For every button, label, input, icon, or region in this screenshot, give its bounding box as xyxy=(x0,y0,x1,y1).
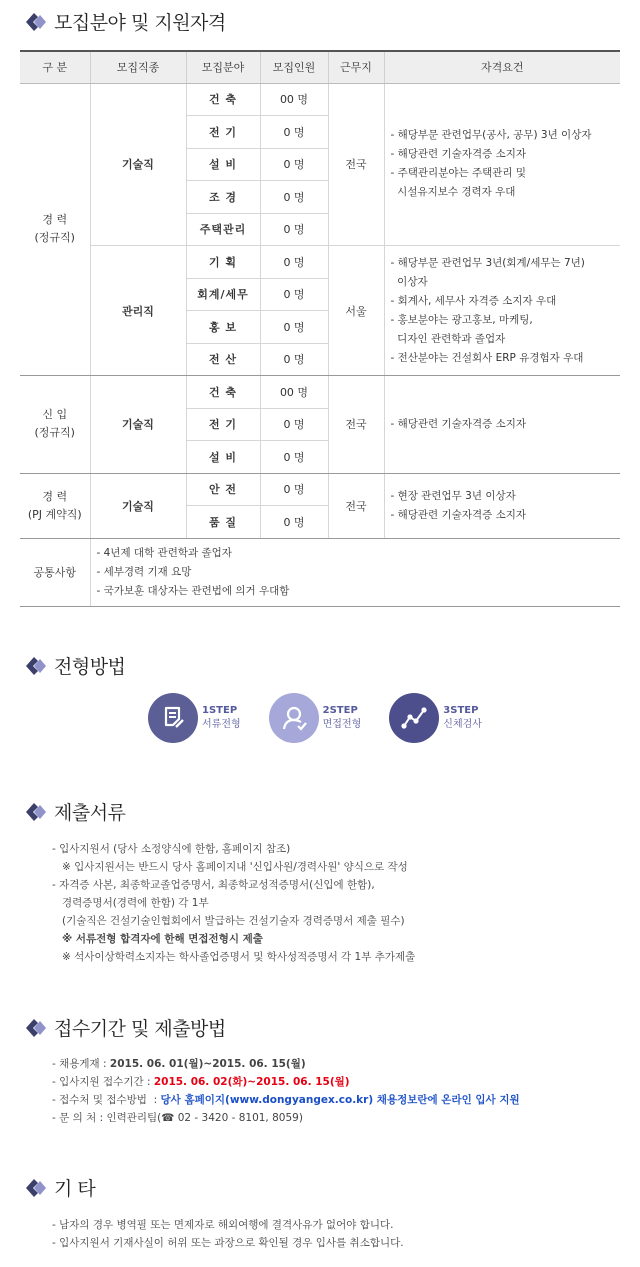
homepage-link[interactable]: www.dongyangex.co.kr xyxy=(229,1094,369,1106)
apply-label: - 입사지원 접수기간 : xyxy=(52,1076,154,1088)
qual-line: - 해당부문 관련업무(공사, 공무) 3년 이상자 xyxy=(390,129,592,142)
table-row xyxy=(20,473,620,506)
count-cell: 0 명 xyxy=(260,311,328,344)
count-cell: 00 명 xyxy=(260,376,328,409)
location-cell: 전국 xyxy=(328,376,384,474)
diamond-bullet-icon xyxy=(24,1016,48,1040)
field-cell: 전 기 xyxy=(186,116,260,149)
documents-list xyxy=(52,840,415,966)
document-line: ※ 입사지원서는 반드시 당사 홈페이지내 '신입사원/경력사원' 양식으로 작성 xyxy=(62,861,408,873)
field-cell: 조 경 xyxy=(186,181,260,214)
job-cell: 기술직 xyxy=(90,376,186,474)
section-title-text: 모집분야 및 지원자격 xyxy=(54,12,226,34)
field-cell: 품 질 xyxy=(186,506,260,539)
common-item: - 세부경력 기재 요망 xyxy=(96,565,192,578)
count-cell: 0 명 xyxy=(260,246,328,279)
step-3-circle xyxy=(389,693,439,743)
step-3 xyxy=(389,693,482,743)
diamond-bullet-icon xyxy=(24,654,48,678)
count-cell: 0 명 xyxy=(260,181,328,214)
step-1-circle xyxy=(148,693,198,743)
field-cell: 설 비 xyxy=(186,441,260,474)
category-sub: (PJ 계약직) xyxy=(27,507,82,521)
section-title-text: 제출서류 xyxy=(54,802,126,824)
count-cell: 00 명 xyxy=(260,83,328,116)
count-cell: 0 명 xyxy=(260,213,328,246)
qual-line: 시설유지보수 경력자 우대 xyxy=(390,186,516,199)
step-number: 2STEP xyxy=(322,705,358,716)
posting-value: 2015. 06. 01(월)~2015. 06. 15(월) xyxy=(109,1058,306,1070)
category-label: 신 입 xyxy=(42,408,68,422)
contact-value: 02 - 3420 - 8101, 8059) xyxy=(174,1112,303,1124)
method-value-pre: 당사 홈페이지( xyxy=(160,1094,230,1106)
etc-list xyxy=(52,1216,404,1252)
job-cell: 관리직 xyxy=(90,246,186,376)
document-icon xyxy=(160,705,186,731)
category-sub: (정규직) xyxy=(34,231,75,245)
field-cell: 건 축 xyxy=(186,83,260,116)
field-cell: 주택관리 xyxy=(186,213,260,246)
step-name: 서류전형 xyxy=(202,719,241,730)
apply-row xyxy=(52,1073,520,1091)
table-row xyxy=(20,246,620,279)
phone-icon: ☎ xyxy=(161,1112,175,1124)
method-value-post: ) 채용정보란에 온라인 입사 지원 xyxy=(368,1094,520,1106)
step-name: 신체검사 xyxy=(443,719,482,730)
method-label: - 접수처 및 접수방법 : xyxy=(52,1094,161,1106)
common-items xyxy=(90,538,620,606)
step-1-text xyxy=(202,704,241,732)
common-label: 공통사항 xyxy=(20,538,90,606)
section-title-text: 전형방법 xyxy=(54,656,126,678)
count-cell: 0 명 xyxy=(260,408,328,441)
count-cell: 0 명 xyxy=(260,278,328,311)
qual-line: - 홍보분야는 광고홍보, 마케팅, xyxy=(390,313,533,326)
header-location: 근무지 xyxy=(328,51,384,83)
header-quals: 자격요건 xyxy=(384,51,620,83)
etc-line: - 남자의 경우 병역필 또는 면제자로 해외여행에 결격사유가 없어야 합니다. xyxy=(52,1219,394,1231)
location-cell: 전국 xyxy=(328,473,384,538)
header-count: 모집인원 xyxy=(260,51,328,83)
header-job: 모집직종 xyxy=(90,51,186,83)
section-title-text: 접수기간 및 제출방법 xyxy=(54,1018,226,1040)
step-name: 면접전형 xyxy=(322,719,362,730)
step-3-text xyxy=(443,704,482,732)
step-number: 3STEP xyxy=(443,705,479,716)
qual-line: - 전산분야는 건설회사 ERP 유경험자 우대 xyxy=(390,351,584,364)
count-cell: 0 명 xyxy=(260,343,328,376)
posting-label: - 채용게재 : xyxy=(52,1058,110,1070)
field-cell: 기 획 xyxy=(186,246,260,279)
step-2 xyxy=(269,693,362,743)
field-cell: 설 비 xyxy=(186,148,260,181)
step-2-text xyxy=(323,704,362,732)
field-cell: 홍 보 xyxy=(186,311,260,344)
document-line: ※ 서류전형 합격자에 한해 면접전형시 제출 xyxy=(62,933,263,945)
common-item: - 국가보훈 대상자는 관련법에 의거 우대함 xyxy=(96,584,290,597)
section-title-documents xyxy=(24,798,125,825)
field-cell: 안 전 xyxy=(186,473,260,506)
table-header-row xyxy=(20,51,620,83)
qual-line: - 해당관련 기술자격증 소지자 xyxy=(390,508,527,521)
header-category: 구 분 xyxy=(20,51,90,83)
job-cell: 기술직 xyxy=(90,83,186,246)
field-cell: 회계/세무 xyxy=(186,278,260,311)
posting-row xyxy=(52,1055,520,1073)
step-2-circle xyxy=(269,693,319,743)
table-row xyxy=(20,376,620,409)
quals-cell xyxy=(384,376,620,474)
qual-line: - 해당관련 기술자격증 소지자 xyxy=(390,148,527,161)
step-number: 1STEP xyxy=(202,705,238,716)
count-cell: 0 명 xyxy=(260,148,328,181)
document-line: - 입사지원서 (당사 소정양식에 한함, 홈페이지 참조) xyxy=(52,843,291,855)
category-cell xyxy=(20,473,90,538)
recruit-table xyxy=(20,50,620,607)
qual-line: - 해당관련 기술자격증 소지자 xyxy=(390,417,527,430)
table-row-common xyxy=(20,538,620,606)
category-label: 경 력 xyxy=(42,213,68,227)
document-line: (기술직은 건설기술인협회에서 발급하는 건설기술자 경력증명서 제출 필수) xyxy=(62,915,405,927)
quals-cell xyxy=(384,246,620,376)
contact-label: - 문 의 처 : 인력관리팀( xyxy=(52,1112,162,1124)
step-1 xyxy=(148,693,241,743)
header-field: 모집분야 xyxy=(186,51,260,83)
qual-line: 디자인 관련학과 졸업자 xyxy=(390,332,506,345)
document-line: 경력증명서(경력에 한함) 각 1부 xyxy=(62,897,209,909)
category-sub: (정규직) xyxy=(34,426,75,440)
count-cell: 0 명 xyxy=(260,441,328,474)
count-cell: 0 명 xyxy=(260,506,328,539)
category-label: 경 력 xyxy=(42,489,68,503)
chart-line-icon xyxy=(400,704,428,732)
category-cell xyxy=(20,376,90,474)
quals-cell xyxy=(384,473,620,538)
category-cell xyxy=(20,83,90,376)
field-cell: 전 기 xyxy=(186,408,260,441)
quals-cell xyxy=(384,83,620,246)
diamond-bullet-icon xyxy=(24,800,48,824)
qual-line: - 회계사, 세무사 자격증 소지자 우대 xyxy=(390,294,557,307)
count-cell: 0 명 xyxy=(260,116,328,149)
document-line: ※ 석사이상학력소지자는 학사졸업증명서 및 학사성적증명서 각 1부 추가제출 xyxy=(62,951,416,963)
period-list xyxy=(52,1055,520,1127)
location-cell: 전국 xyxy=(328,83,384,246)
apply-value: 2015. 06. 02(화)~2015. 06. 15(월) xyxy=(153,1076,350,1088)
document-line: - 자격증 사본, 최종학교졸업증명서, 최종학교성적증명서(신입에 한함), xyxy=(52,879,375,891)
job-cell: 기술직 xyxy=(90,473,186,538)
section-title-recruit xyxy=(24,8,226,35)
qual-line: - 주택관리분야는 주택관리 및 xyxy=(390,167,527,180)
contact-row xyxy=(52,1109,520,1127)
diamond-bullet-icon xyxy=(24,10,48,34)
qual-line: - 해당부문 관련업무 3년(회계/세무는 7년) xyxy=(390,256,585,269)
etc-line: - 입사지원서 기재사실이 허위 또는 과장으로 확인될 경우 입사를 취소합니다. xyxy=(52,1237,404,1249)
process-steps xyxy=(148,693,510,743)
field-cell: 건 축 xyxy=(186,376,260,409)
section-title-etc xyxy=(24,1174,95,1201)
field-cell: 전 산 xyxy=(186,343,260,376)
section-title-process xyxy=(24,652,125,679)
common-item: - 4년제 대학 관련학과 졸업자 xyxy=(96,546,232,559)
method-row xyxy=(52,1091,520,1109)
person-icon xyxy=(280,704,308,732)
qual-line: - 현장 관련업무 3년 이상자 xyxy=(390,489,516,502)
location-cell: 서울 xyxy=(328,246,384,376)
diamond-bullet-icon xyxy=(24,1176,48,1200)
table-row xyxy=(20,83,620,116)
qual-line: 이상자 xyxy=(390,275,428,288)
section-title-period xyxy=(24,1014,226,1041)
section-title-text: 기 타 xyxy=(54,1178,96,1200)
count-cell: 0 명 xyxy=(260,473,328,506)
